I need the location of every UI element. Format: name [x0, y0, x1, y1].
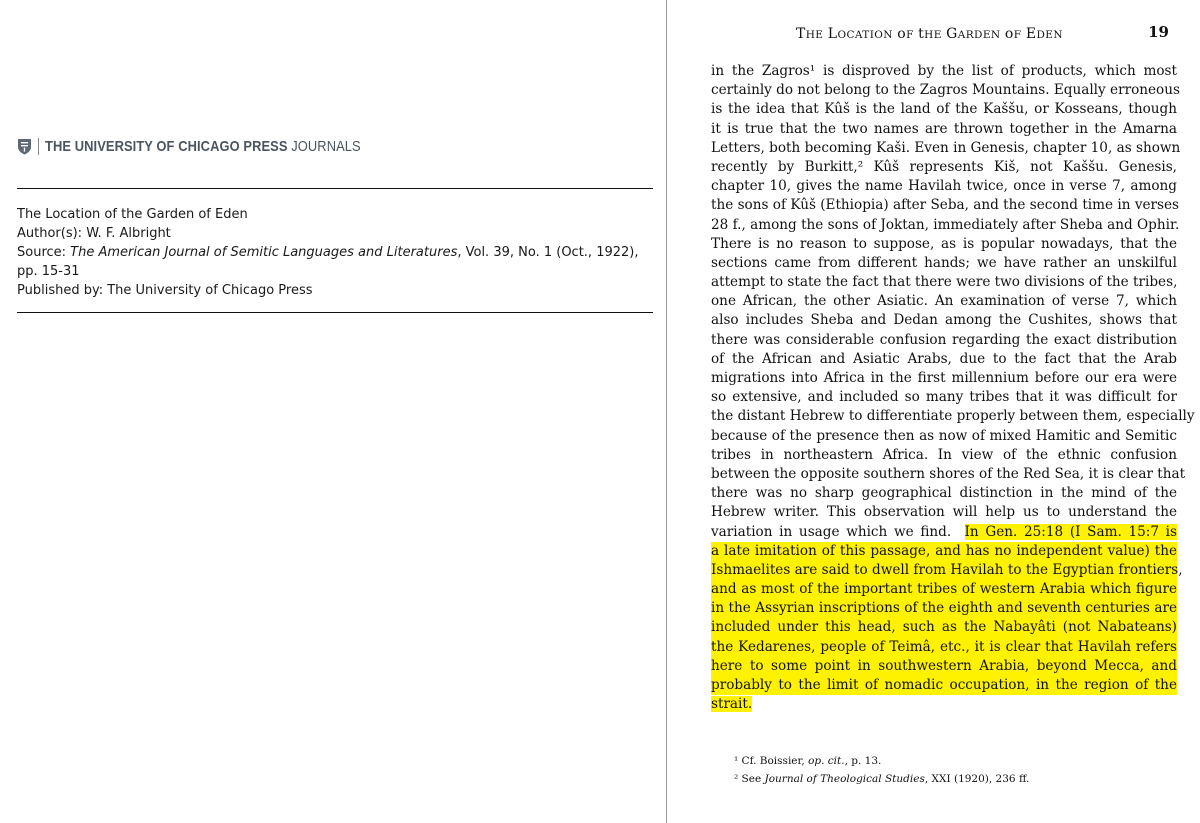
- highlighted-line: in the Assyrian inscriptions of the eighth and seventh centuries are: [711, 599, 1177, 618]
- text-line: is the idea that Kûš is the land of the Kaššu, or Kosseans, though: [711, 101, 1177, 118]
- text-line: There is no reason to suppose, as is popular nowadays, that the: [711, 235, 1177, 252]
- text-line-last: [711, 695, 1177, 714]
- text-line: one African, the other Asiatic. An examination of verse 7, which: [711, 293, 1177, 310]
- article-title: The Location of the Garden of Eden: [17, 207, 248, 222]
- highlighted-line: probably to the limit of nomadic occupation, in the region of the: [711, 676, 1177, 695]
- text-line: of the African and Asiatic Arabs, due to the fact that the Arab: [711, 350, 1177, 367]
- highlighted-line: included under this head, such as the Nabayâti (not Nabateans): [711, 618, 1177, 637]
- journal-name: The American Journal of Semitic Languages and Literatures: [70, 245, 458, 260]
- text-line-mixed: variation in usage which we find. In Gen. 25:18 (I Sam. 15:7 is: [711, 523, 1178, 540]
- text-line: Hebrew writer. This observation will help us to understand the: [711, 504, 1177, 521]
- text-line: there was no sharp geographical distinction in the mind of the: [711, 485, 1177, 502]
- highlighted-text: strait.: [711, 696, 753, 713]
- article-publisher: Published by: The University of Chicago Press: [17, 283, 313, 298]
- text-line: chapter 10, gives the name Havilah twice, once in verse 7, among: [711, 178, 1177, 195]
- text-line: it is true that the two names are thrown together in the Amarna: [711, 120, 1177, 137]
- article-authors: Author(s): W. F. Albright: [17, 226, 171, 241]
- text-line: the distant Hebrew to differentiate properly between them, especially: [711, 408, 1195, 425]
- highlighted-line: a late imitation of this passage, and has no independent value) the: [711, 542, 1177, 561]
- text-line: tribes in northeastern Africa. In view of the ethnic confusion: [711, 446, 1177, 463]
- running-head: [796, 23, 1176, 42]
- body-text: [711, 62, 1195, 714]
- text-line: between the opposite southern shores of the Red Sea, it is clear that: [711, 465, 1186, 482]
- text-line: so extensive, and included so many tribes that it was difficult for: [711, 389, 1177, 406]
- footnote: ² See Journal of Theological Studies, XXI (1920), 236 ff.: [734, 773, 1030, 785]
- text-line: sections came from different hands; we have rather an unskilful: [711, 254, 1177, 271]
- page-number: 19: [1148, 23, 1169, 41]
- text-line: Letters, both becoming Kaši. Even in Genesis, chapter 10, as shown: [711, 139, 1181, 156]
- top-rule: [17, 188, 653, 189]
- highlighted-line: and as most of the important tribes of western Arabia which figure: [711, 580, 1177, 599]
- running-head-title: THE LOCATION oF tHE GARDEN oF EDEN: [796, 26, 1063, 42]
- article-source: Source: The American Journal of Semitic Languages and Literatures, Vol. 39, No. 1 (Oct., 1922), pp. 15-31: [17, 245, 639, 279]
- text-line: in the Zagros¹ is disproved by the list of products, which most: [711, 63, 1177, 79]
- text-line: 28 f., among the sons of Joktan, immediately after Sheba and Ophir.: [711, 216, 1180, 233]
- logo-separator: [38, 138, 39, 155]
- text-line: the sons of Kûš (Ethiopia) after Seba, and the second time in verses: [711, 197, 1180, 214]
- text-line: also includes Sheba and Dedan among the Cushites, shows that: [711, 312, 1177, 329]
- highlighted-line: Ishmaelites are said to dwell from Havilah to the Egyptian frontiers,: [711, 561, 1177, 580]
- text-line: migrations into Africa in the first millennium before our era were: [711, 370, 1177, 386]
- highlighted-line: the Kedarenes, people of Teimâ, etc., it is clear that Havilah refers: [711, 638, 1177, 657]
- footnotes: [734, 752, 1029, 788]
- text-line: because of the presence then as now of mixed Hamitic and Semitic: [711, 427, 1177, 444]
- footnote: ¹ Cf. Boissier, op. cit., p. 13.: [734, 755, 882, 767]
- university-seal-icon: [17, 138, 32, 155]
- highlighted-text: In Gen. 25:18 (I Sam. 15:7 is: [964, 523, 1178, 540]
- citation-block: [17, 205, 657, 300]
- text-line: there was considerable confusion regarding the exact distribution: [711, 331, 1177, 348]
- logo-text: THE UNIVERSITY OF CHICAGO PRESS JOURNALS: [45, 137, 361, 155]
- text-line: certainly do not belong to the Zagros Mountains. Equally erroneous: [711, 82, 1180, 99]
- bottom-rule: [17, 312, 653, 313]
- text-line: recently by Burkitt,² Kûš represents Kiš, not Kaššu. Genesis,: [711, 158, 1177, 175]
- highlighted-line: here to some point in southwestern Arabia, beyond Mecca, and: [711, 657, 1177, 676]
- text-line: attempt to state the fact that there were two divisions of the tribes,: [711, 274, 1178, 291]
- publisher-logo: [17, 136, 412, 156]
